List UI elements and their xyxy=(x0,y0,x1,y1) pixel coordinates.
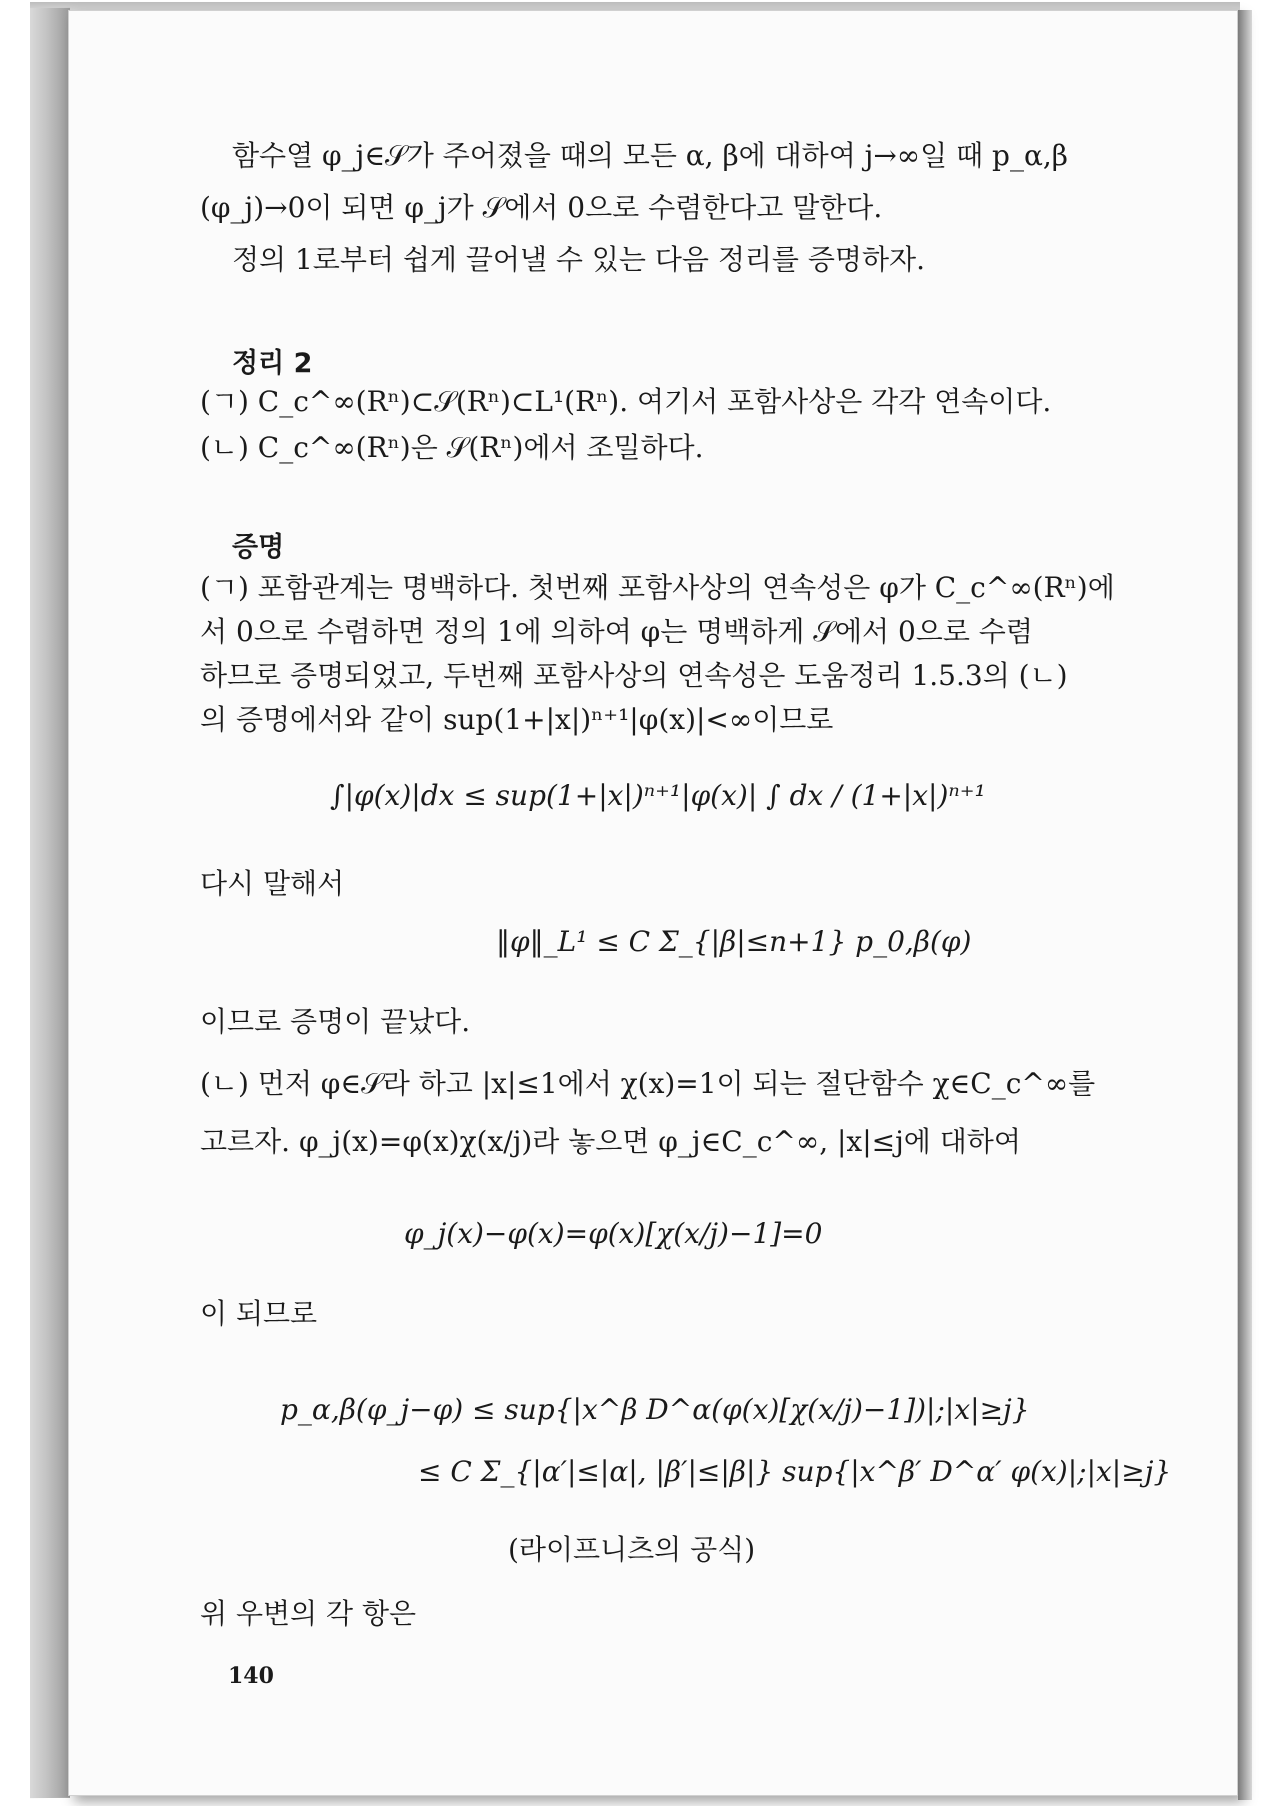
theorem-title: 정리 2 xyxy=(232,348,313,379)
equation-3: φ_j(x)−φ(x)=φ(x)[χ(x/j)−1]=0 xyxy=(404,1217,823,1250)
proof-title: 증명 xyxy=(232,532,285,563)
paragraph1-line1: 함수열 φ_j∈𝒮가 주어졌을 때의 모든 α, β에 대하여 j→∞일 때 p_α,β xyxy=(232,139,1068,172)
proof-p1-line2: 서 0으로 수렴하면 정의 1에 의하여 φ는 명백하게 𝒮에서 0으로 수렴 xyxy=(200,615,1033,648)
proof-p1-line1: (ㄱ) 포함관계는 명백하다. 첫번째 포함사상의 연속성은 φ가 C_c^∞(Rⁿ)에 xyxy=(200,571,1115,604)
proof-text-5: 위 우변의 각 항은 xyxy=(200,1597,417,1630)
proof-text-3: 이므로 증명이 끝났다. xyxy=(200,1005,471,1038)
proof-p2-line1: (ㄴ) 먼저 φ∈𝒮라 하고 |x|≤1에서 χ(x)=1이 되는 절단함수 χ∈C_c^∞를 xyxy=(200,1067,1096,1100)
equation-2: ‖φ‖_L¹ ≤ C Σ_{|β|≤n+1} p_0,β(φ) xyxy=(496,925,972,958)
proof-p1-line3: 하므로 증명되었고, 두번째 포함사상의 연속성은 도움정리 1.5.3의 (ㄴ) xyxy=(200,659,1068,692)
page-number: 140 xyxy=(228,1663,274,1689)
equation-4-line-1: p_α,β(φ_j−φ) ≤ sup{|x^β D^α(φ(x)[χ(x/j)−1])|;|x|≥j} xyxy=(280,1393,1030,1426)
equation-1: ∫|φ(x)|dx ≤ sup(1+|x|)ⁿ⁺¹|φ(x)| ∫ dx / (1+|x|)ⁿ⁺¹ xyxy=(330,779,986,812)
page-right-edge xyxy=(1238,10,1252,1800)
theorem-item-2: (ㄴ) C_c^∞(Rⁿ)은 𝒮(Rⁿ)에서 조밀하다. xyxy=(200,431,704,464)
equation-4-note: (라이프니츠의 공식) xyxy=(508,1533,756,1566)
proof-text-4: 이 되므로 xyxy=(200,1297,318,1330)
proof-text-2: 다시 말해서 xyxy=(200,867,345,900)
equation-4-line-2: ≤ C Σ_{|α′|≤|α|, |β′|≤|β|} sup{|x^β′ D^α′ φ(x)|;|x|≥j} xyxy=(418,1455,1172,1488)
paragraph1-line3: 정의 1로부터 쉽게 끌어낼 수 있는 다음 정리를 증명하자. xyxy=(232,243,925,276)
paragraph1-line2: (φ_j)→0이 되면 φ_j가 𝒮에서 0으로 수렴한다고 말한다. xyxy=(200,191,883,224)
theorem-item-1: (ㄱ) C_c^∞(Rⁿ)⊂𝒮(Rⁿ)⊂L¹(Rⁿ). 여기서 포함사상은 각각 연속이다. xyxy=(200,385,1052,418)
proof-p2-line2: 고르자. φ_j(x)=φ(x)χ(x/j)라 놓으면 φ_j∈C_c^∞, |x|≤j에 대하여 xyxy=(200,1125,1021,1158)
proof-p1-line4: 의 증명에서와 같이 sup(1+|x|)ⁿ⁺¹|φ(x)|<∞이므로 xyxy=(200,703,834,736)
book-spine xyxy=(30,8,70,1798)
